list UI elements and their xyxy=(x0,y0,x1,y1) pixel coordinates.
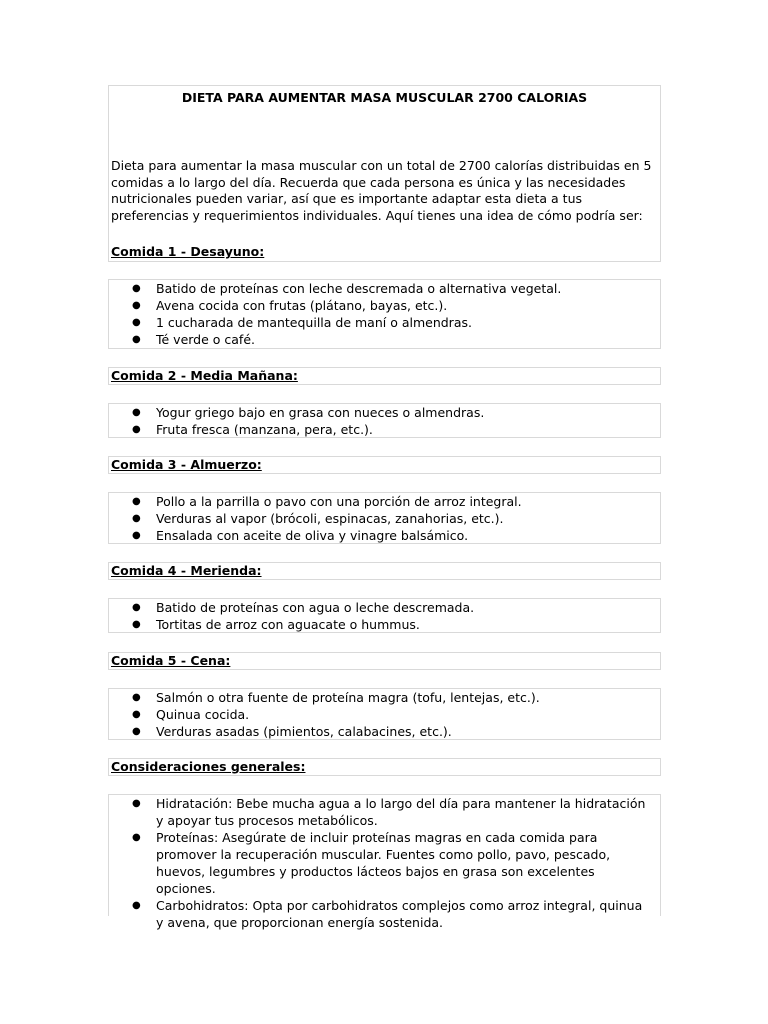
document-title: DIETA PARA AUMENTAR MASA MUSCULAR 2700 CALORIAS xyxy=(181,90,588,105)
bullet-icon: ● xyxy=(132,602,141,613)
list-item: ● 1 cucharada de mantequilla de maní o almendras. xyxy=(132,315,472,330)
list-box-comida-3 xyxy=(108,492,661,544)
item-list xyxy=(109,795,660,931)
section-heading-box-comida-5 xyxy=(108,652,661,670)
list-item: ● Tortitas de arroz con aguacate o hummus. xyxy=(132,617,420,632)
item-list xyxy=(109,493,660,544)
section-heading-comida-3 xyxy=(109,457,660,474)
section-heading-box-comida-3 xyxy=(108,456,661,474)
bullet-icon: ● xyxy=(132,424,141,435)
section-heading-box-consideraciones xyxy=(108,758,661,776)
bullet-icon: ● xyxy=(132,407,141,418)
list-box-comida-4 xyxy=(108,598,661,633)
list-item: ● Hidratación: Bebe mucha agua a lo largo del día para mantener la hidratación y apoyar tus procesos metabólicos. xyxy=(132,796,646,828)
list-item: ● Yogur griego bajo en grasa con nueces o almendras. xyxy=(132,405,485,420)
section-heading-comida-4 xyxy=(109,563,660,580)
list-item: ● Batido de proteínas con leche descremada o alternativa vegetal. xyxy=(132,281,562,296)
list-item: ● Té verde o café. xyxy=(132,332,255,347)
section-heading-comida-2 xyxy=(109,368,660,385)
section-heading-box-comida-2 xyxy=(108,367,661,385)
item-list xyxy=(109,689,660,740)
intro-box xyxy=(108,85,661,262)
section-heading-box-comida-4 xyxy=(108,562,661,580)
bullet-icon: ● xyxy=(132,709,141,720)
section-heading-consideraciones xyxy=(109,759,660,776)
list-box-comida-1 xyxy=(108,279,661,349)
bullet-icon: ● xyxy=(132,692,141,703)
list-item: ● Proteínas: Asegúrate de incluir proteínas magras en cada comida para promover la recuperación muscular. Fuentes como pollo, pavo, pescado, huevos, legumbres y productos lácteos bajos en grasa son excelentes opciones. xyxy=(132,830,611,896)
bullet-icon: ● xyxy=(132,496,141,507)
section-heading-text: Comida 2 - Media Mañana: xyxy=(111,368,298,383)
section-heading-comida-5 xyxy=(109,653,660,670)
section-heading-text: Comida 1 - Desayuno: xyxy=(111,244,265,259)
bullet-icon: ● xyxy=(132,832,141,843)
list-item: ● Verduras asadas (pimientos, calabacines, etc.). xyxy=(132,724,452,739)
bullet-icon: ● xyxy=(132,798,141,809)
list-box-comida-2 xyxy=(108,403,661,438)
item-list xyxy=(109,280,660,348)
list-item: ● Verduras al vapor (brócoli, espinacas, zanahorias, etc.). xyxy=(132,511,504,526)
item-list xyxy=(109,599,660,633)
list-item: ● Ensalada con aceite de oliva y vinagre balsámico. xyxy=(132,528,469,543)
list-item: ● Carbohidratos: Opta por carbohidratos complejos como arroz integral, quinua y avena, que proporcionan energía sostenida. xyxy=(132,898,643,930)
section-heading-text: Consideraciones generales: xyxy=(111,759,306,774)
list-item: ● Quinua cocida. xyxy=(132,707,250,722)
bullet-icon: ● xyxy=(132,300,141,311)
bullet-icon: ● xyxy=(132,334,141,345)
bullet-icon: ● xyxy=(132,619,141,630)
list-item: ● Batido de proteínas con agua o leche descremada. xyxy=(132,600,475,615)
list-box-consideraciones xyxy=(108,794,661,930)
bullet-icon: ● xyxy=(132,283,141,294)
item-list xyxy=(109,404,660,438)
bullet-icon: ● xyxy=(132,513,141,524)
list-item: ● Pollo a la parrilla o pavo con una porción de arroz integral. xyxy=(132,494,522,509)
section-heading-comida-1 xyxy=(109,244,660,261)
bullet-icon: ● xyxy=(132,317,141,328)
section-heading-text: Comida 5 - Cena: xyxy=(111,653,231,668)
intro-paragraph: Dieta para aumentar la masa muscular con un total de 2700 calorías distribuidas en 5 comidas a lo largo del día. Recuerda que cada persona es única y las necesidades nutricionales pueden variar, así que es importante adaptar esta dieta a tus preferencias y requerimientos individuales. Aquí tienes una idea de cómo podría ser: xyxy=(111,158,652,223)
section-heading-text: Comida 4 - Merienda: xyxy=(111,563,262,578)
bullet-icon: ● xyxy=(132,530,141,541)
list-box-comida-5 xyxy=(108,688,661,740)
list-item: ● Avena cocida con frutas (plátano, bayas, etc.). xyxy=(132,298,448,313)
bullet-icon: ● xyxy=(132,726,141,737)
section-heading-text: Comida 3 - Almuerzo: xyxy=(111,457,262,472)
bullet-icon: ● xyxy=(132,900,141,911)
list-item: ● Salmón o otra fuente de proteína magra (tofu, lentejas, etc.). xyxy=(132,690,540,705)
list-item: ● Fruta fresca (manzana, pera, etc.). xyxy=(132,422,373,437)
